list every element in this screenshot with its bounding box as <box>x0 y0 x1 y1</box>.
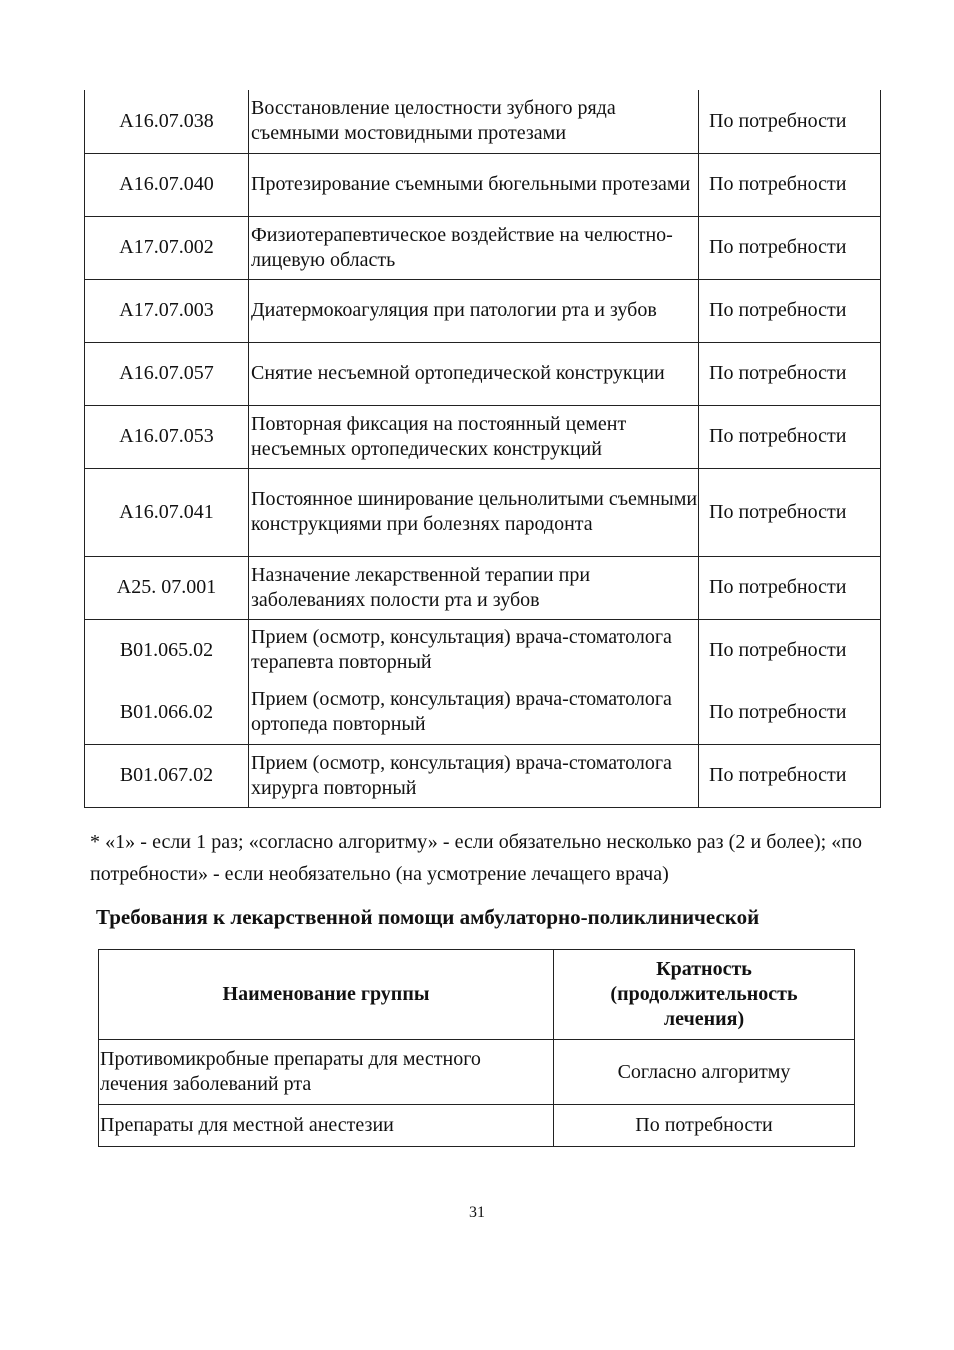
table-row <box>85 619 881 681</box>
service-frequency: По потребности <box>699 744 881 807</box>
service-code: В01.067.02 <box>85 744 249 807</box>
service-frequency: По потребности <box>699 279 881 342</box>
table-row <box>85 342 881 405</box>
service-name: Постоянное шинирование цельнолитыми съемными конструкциями при болезнях пародонта <box>249 468 699 556</box>
service-frequency: По потребности <box>699 619 881 681</box>
service-name: Назначение лекарственной терапии при заболеваниях полости рта и зубов <box>249 556 699 619</box>
drug-group: Препараты для местной анестезии <box>99 1105 554 1147</box>
service-frequency: По потребности <box>699 405 881 468</box>
service-code: А16.07.040 <box>85 153 249 216</box>
services-table <box>84 90 881 808</box>
service-name: Прием (осмотр, консультация) врача-стоматолога ортопеда повторный <box>249 681 699 744</box>
service-name: Снятие несъемной ортопедической конструкции <box>249 342 699 405</box>
service-name: Восстановление целостности зубного ряда съемными мостовидными протезами <box>249 90 699 153</box>
service-code: А17.07.003 <box>85 279 249 342</box>
column-header-frequency-text: Кратность (продолжительность лечения) <box>610 958 798 1030</box>
service-name: Прием (осмотр, консультация) врача-стоматолога хирурга повторный <box>249 744 699 807</box>
service-frequency: По потребности <box>699 216 881 279</box>
table-row <box>85 405 881 468</box>
table-row <box>85 556 881 619</box>
service-frequency: По потребности <box>699 556 881 619</box>
table-row <box>85 744 881 807</box>
service-code: В01.065.02 <box>85 619 249 681</box>
table-row <box>85 90 881 153</box>
service-code: В01.066.02 <box>85 681 249 744</box>
service-code: А16.07.053 <box>85 405 249 468</box>
service-frequency: По потребности <box>699 342 881 405</box>
service-frequency: По потребности <box>699 468 881 556</box>
section-heading: Требования к лекарственной помощи амбулаторно-поликлинической <box>96 905 760 929</box>
service-frequency: По потребности <box>699 90 881 153</box>
table-row <box>85 279 881 342</box>
service-name: Физиотерапевтическое воздействие на челюстно-лицевую область <box>249 216 699 279</box>
table-row <box>85 468 881 556</box>
drug-frequency: По потребности <box>554 1105 855 1147</box>
service-code: А16.07.038 <box>85 90 249 153</box>
service-frequency: По потребности <box>699 153 881 216</box>
service-code: А16.07.041 <box>85 468 249 556</box>
service-code: А17.07.002 <box>85 216 249 279</box>
table-row <box>85 153 881 216</box>
service-name: Протезирование съемными бюгельными протезами <box>249 153 699 216</box>
service-frequency: По потребности <box>699 681 881 744</box>
service-code: А16.07.057 <box>85 342 249 405</box>
service-name: Прием (осмотр, консультация) врача-стоматолога терапевта повторный <box>249 619 699 681</box>
table-row <box>99 1040 855 1105</box>
table-header-row <box>99 950 855 1040</box>
table-row <box>85 216 881 279</box>
service-name: Повторная фиксация на постоянный цемент несъемных ортопедических конструкций <box>249 405 699 468</box>
footnote: * «1» - если 1 раз; «согласно алгоритму» - если обязательно несколько раз (2 и более); «по потребности» - если необязательно (на усмотрение лечащего врача) <box>90 831 862 885</box>
table-row <box>85 681 881 744</box>
column-header-frequency <box>554 950 855 1040</box>
drug-table <box>98 949 855 1147</box>
service-name: Диатермокоагуляция при патологии рта и зубов <box>249 279 699 342</box>
drug-frequency: Согласно алгоритму <box>554 1040 855 1105</box>
page-number: 31 <box>469 1204 485 1221</box>
table-row <box>99 1105 855 1147</box>
column-header-group: Наименование группы <box>99 950 554 1040</box>
drug-group: Противомикробные препараты для местного лечения заболеваний рта <box>99 1040 554 1105</box>
service-code: А25. 07.001 <box>85 556 249 619</box>
